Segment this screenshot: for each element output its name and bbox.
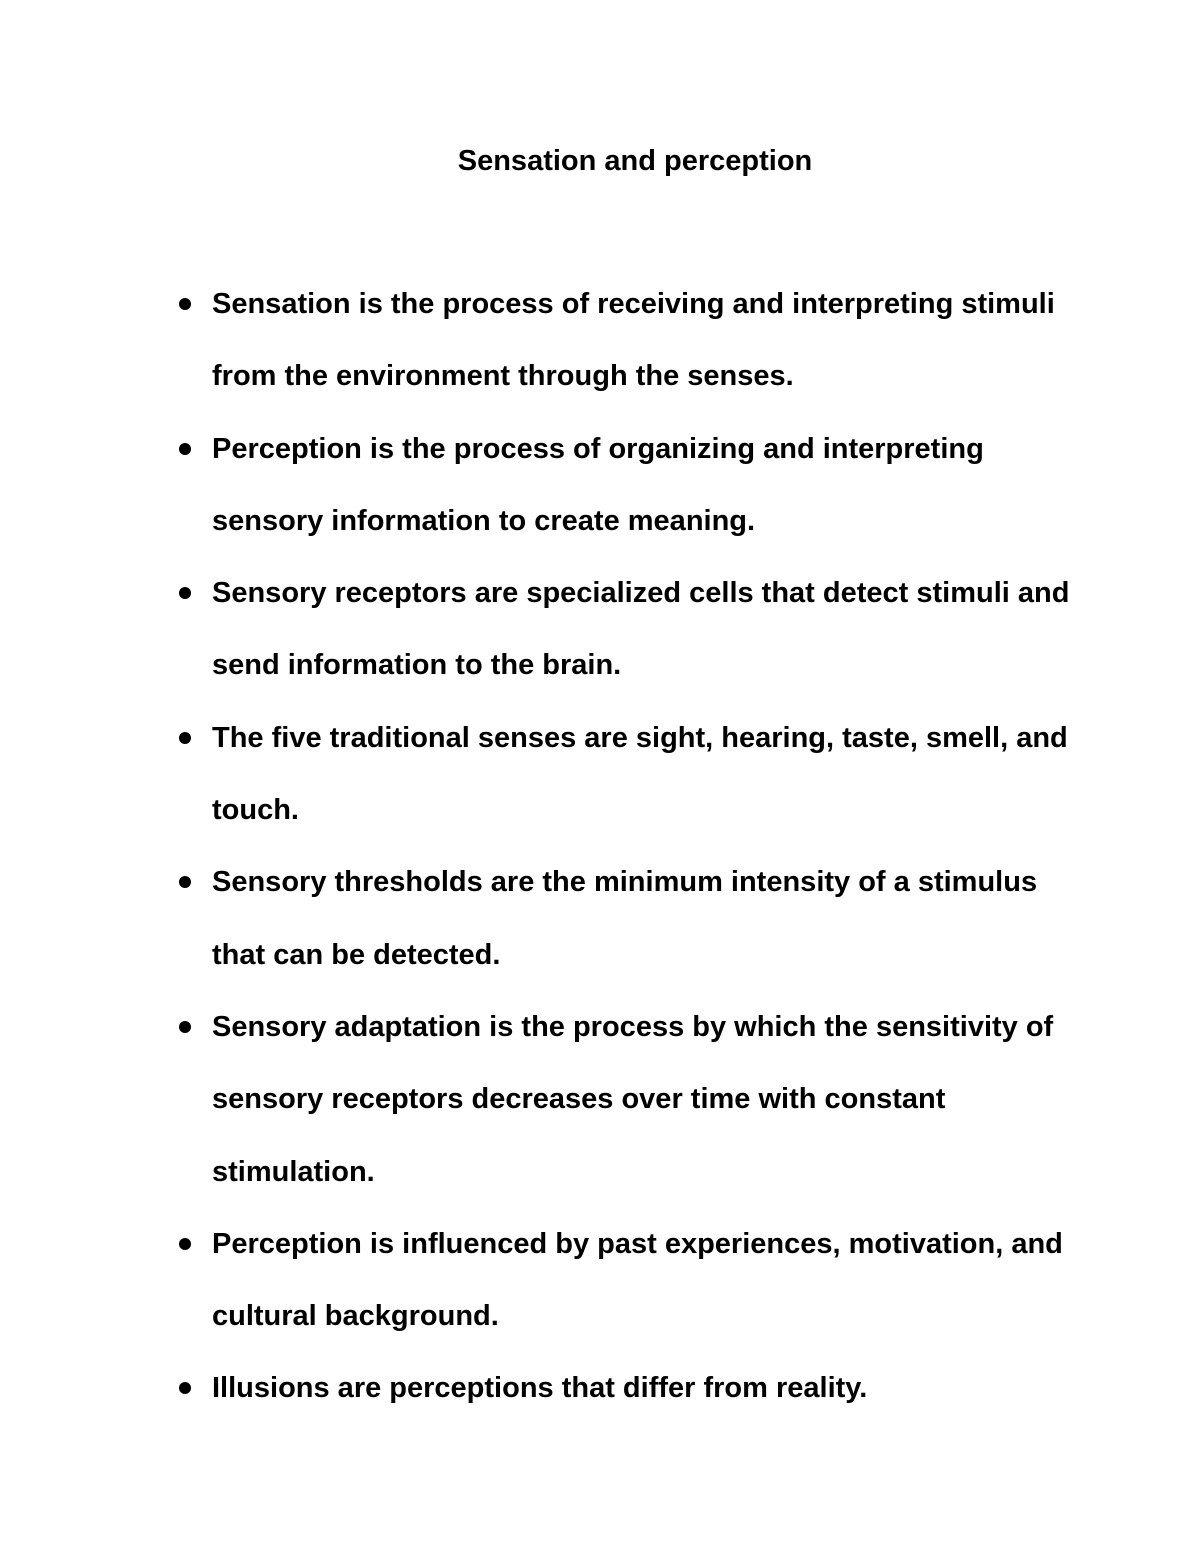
list-item-text: Sensory receptors are specialized cells that detect stimuli and send information to the brain. <box>212 577 1070 682</box>
bullet-icon <box>179 587 191 599</box>
list-item-text: Perception is influenced by past experiences, motivation, and cultural background. <box>212 1227 1063 1333</box>
list-item-text: Sensation is the process of receiving and interpreting stimuli from the environment through the senses. <box>212 288 1055 393</box>
bullet-icon <box>179 876 191 888</box>
bullet-icon <box>179 298 191 310</box>
list-item <box>212 268 1092 413</box>
list-item-text: Perception is the process of organizing and interpreting sensory information to create meaning. <box>212 432 984 537</box>
list-item <box>212 846 1092 991</box>
bullet-icon <box>179 1382 191 1394</box>
list-item <box>212 1208 1092 1353</box>
list-item <box>212 991 1092 1208</box>
bullet-icon <box>179 443 191 455</box>
list-item-text: The five traditional senses are sight, hearing, taste, smell, and touch. <box>212 721 1068 827</box>
bullet-icon <box>179 1021 191 1033</box>
list-item <box>212 413 1092 558</box>
list-item <box>212 557 1092 702</box>
bullet-icon <box>179 1238 191 1250</box>
list-item <box>212 702 1092 847</box>
list-item <box>212 1352 1092 1424</box>
list-item-text: Illusions are perceptions that differ from reality. <box>212 1372 868 1405</box>
bullet-list <box>212 268 1092 1425</box>
list-item-text: Sensory adaptation is the process by which the sensitivity of sensory receptors decreases over time with constant stimulation. <box>212 1010 1054 1188</box>
bullet-icon <box>179 732 191 744</box>
list-item-text: Sensory thresholds are the minimum intensity of a stimulus that can be detected. <box>212 866 1038 971</box>
document-title: Sensation and perception <box>457 145 813 177</box>
